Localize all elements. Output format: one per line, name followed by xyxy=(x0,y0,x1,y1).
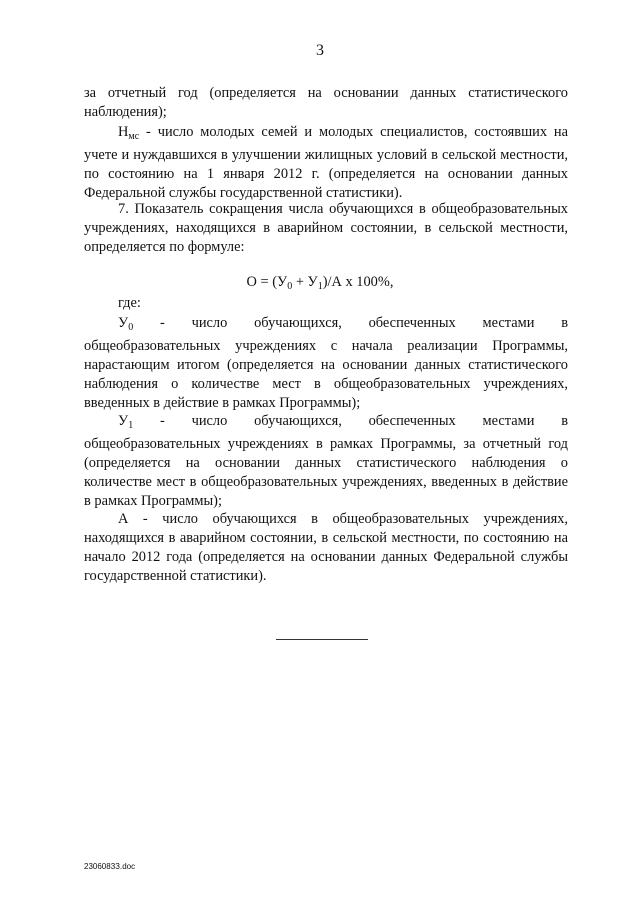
paragraph-2-text: - число молодых семей и молодых специалистов, состоявших на учете и нуждавшихся в улучшении жилищных условий в сельской местности, по состоянию на 1 января 2012 г. (определяется на основании данных Федеральной службы государственной статистики). xyxy=(84,124,568,201)
paragraph-6-text: А - число обучающихся в общеобразовательных учреждениях, находящихся в аварийном состоянии, в сельской местности, по состоянию на начало 2012 года (определяется на основании данных Федеральной службы государственной статистики). xyxy=(84,511,568,584)
variable-u1-subscript: 1 xyxy=(128,420,134,431)
formula-left: О = (У xyxy=(246,274,288,290)
formula-sub-0: 0 xyxy=(287,281,293,292)
paragraph-3 xyxy=(84,200,568,257)
footer-filename: 2306083З.doc xyxy=(84,862,136,871)
variable-u1: У xyxy=(118,413,129,429)
paragraph-5 xyxy=(84,412,568,511)
end-divider xyxy=(276,639,368,640)
variable-n-ms-subscript: мс xyxy=(128,131,140,142)
paragraph-1-text: за отчетный год (определяется на основании данных статистического наблюдения); xyxy=(84,85,568,120)
paragraph-3-text: 7. Показатель сокращения числа обучающихся в общеобразовательных учреждениях, находящихся в аварийном состоянии, в сельской местности, определяется по формуле: xyxy=(84,201,568,255)
paragraph-6 xyxy=(84,510,568,586)
paragraph-5-text: - число обучающихся, обеспеченных местами в общеобразовательных учреждениях в рамках Программы, за отчетный год (определяется на основании данных статистического наблюдения о количестве мест в общеобразовательных учреждениях, введенных в действие в рамках Программы); xyxy=(84,413,568,509)
formula-sub-1: 1 xyxy=(317,281,323,292)
paragraph-1 xyxy=(84,84,568,122)
where-label: где: xyxy=(118,295,141,311)
variable-u0-subscript: 0 xyxy=(128,322,134,333)
paragraph-4 xyxy=(84,314,568,413)
paragraph-4-text: - число обучающихся, обеспеченных местами в общеобразовательных учреждениях с начала реализации Программы, нарастающим итогом (определяется на основании данных статистического наблюдения о количестве мест в общеобразовательных учреждениях, введенных в действие в рамках Программы); xyxy=(84,315,568,411)
variable-u0: У xyxy=(118,315,129,331)
page-number: 3 xyxy=(316,42,324,59)
variable-n-ms: Н xyxy=(118,124,129,140)
formula-mid: + У xyxy=(292,274,318,290)
formula xyxy=(0,274,640,292)
formula-right: )/А х 100%, xyxy=(322,274,394,290)
paragraph-2 xyxy=(84,123,568,203)
